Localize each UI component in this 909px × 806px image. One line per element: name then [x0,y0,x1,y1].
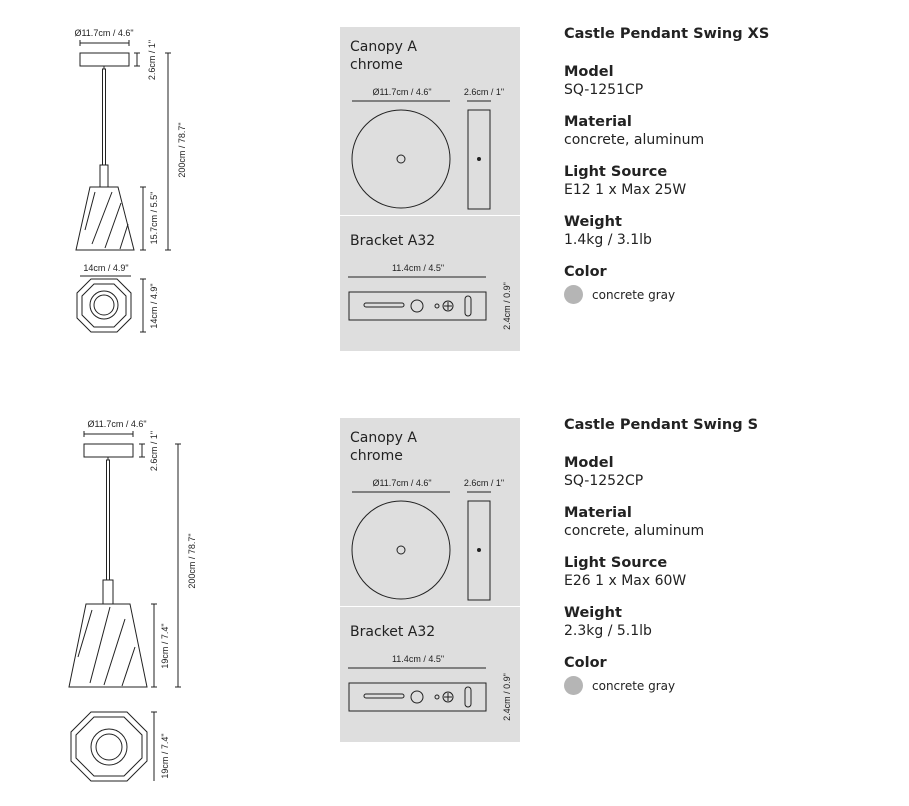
bracket-heading: Bracket A32 [350,624,436,640]
weight-value: 1.4kg / 3.1lb [564,232,652,248]
shade-depth-label: 19cm / 7.4" [160,733,170,779]
bracket-width-label: 11.4cm / 4.5" [391,263,445,273]
shade-height-label: 15.7cm / 5.5" [149,191,159,245]
model-value: SQ-1252CP [564,473,644,489]
color-label: Color [564,264,607,280]
color-option[interactable] [564,285,894,304]
bracket-width-label: 11.4cm / 4.5" [391,654,445,664]
material-value: concrete, aluminum [564,132,705,148]
spec-block-s [564,417,894,695]
shade-height-label: 19cm / 7.4" [160,623,170,669]
color-option[interactable] [564,676,894,695]
product-title: Castle Pendant Swing XS [564,26,770,42]
color-swatch[interactable] [564,676,583,695]
canopy-finish: chrome [350,448,403,464]
shade-depth-label: 14cm / 4.9" [149,283,159,329]
light-source-value: E12 1 x Max 25W [564,182,687,198]
light-source-label: Light Source [564,164,668,180]
cord-shape [103,69,106,165]
product-title: Castle Pendant Swing S [564,417,759,433]
spec-block-xs [564,26,894,304]
total-height-label: 200cm / 78.7" [177,122,187,178]
light-source-value: E26 1 x Max 60W [564,573,687,589]
canopy-shape [84,444,133,457]
canopy-height-label: 2.6cm / 1" [147,39,157,81]
weight-label: Weight [564,605,622,621]
pendant-drawing [69,419,181,781]
material-label: Material [564,505,632,521]
canopy-panel [340,418,520,742]
canopy-diameter-label: Ø11.7cm / 4.6" [74,28,134,38]
bracket-height-label: 2.4cm / 0.9" [502,282,512,330]
model-label: Model [564,455,614,471]
shade-top-view [77,279,131,332]
canopy-panel-height-label: 2.6cm / 1" [463,87,505,97]
canopy-panel-dia-label: Ø11.7cm / 4.6" [372,87,432,97]
product-section-s [0,391,909,782]
weight-value: 2.3kg / 5.1lb [564,623,652,639]
canopy-panel-height-label: 2.6cm / 1" [463,478,505,488]
bracket-heading: Bracket A32 [350,233,436,249]
color-swatch-label: concrete gray [592,678,676,693]
material-label: Material [564,114,632,130]
shade-width-label: 14cm / 4.9" [83,263,129,273]
canopy-diameter-label: Ø11.7cm / 4.6" [87,419,147,429]
color-swatch-label: concrete gray [592,287,676,302]
product-section-xs [0,0,909,391]
material-value: concrete, aluminum [564,523,705,539]
color-label: Color [564,655,607,671]
canopy-panel [340,27,520,351]
bracket-height-label: 2.4cm / 0.9" [502,673,512,721]
color-swatch[interactable] [564,285,583,304]
canopy-panel-dia-label: Ø11.7cm / 4.6" [372,478,432,488]
weight-label: Weight [564,214,622,230]
canopy-heading: Canopy A [350,430,417,446]
cord-shape [107,460,110,580]
canopy-shape [80,53,129,66]
canopy-finish: chrome [350,57,403,73]
shade-top-view [71,712,147,781]
light-source-label: Light Source [564,555,668,571]
model-label: Model [564,64,614,80]
total-height-label: 200cm / 78.7" [187,533,197,589]
model-value: SQ-1251CP [564,82,644,98]
canopy-height-label: 2.6cm / 1" [149,430,159,472]
canopy-heading: Canopy A [350,39,417,55]
shade-shape [76,187,134,250]
